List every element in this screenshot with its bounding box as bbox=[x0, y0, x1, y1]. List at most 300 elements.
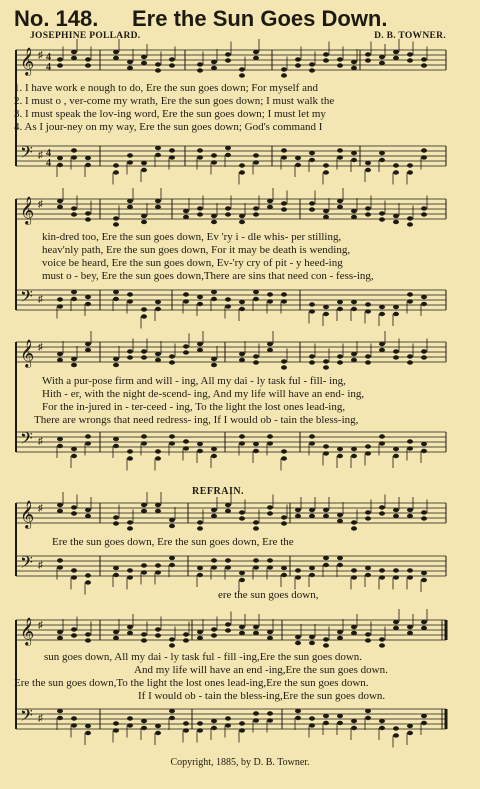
note-head bbox=[365, 566, 371, 570]
note-head bbox=[85, 731, 91, 735]
note-head bbox=[239, 300, 245, 304]
note-head bbox=[253, 558, 259, 562]
sharp-icon: ♯ bbox=[38, 342, 43, 353]
note-head bbox=[197, 212, 203, 216]
note-head bbox=[407, 163, 413, 167]
system-3-verse-2: Hith - er, with the night de-scend- ing, And my life will have an end- ing, bbox=[42, 388, 365, 400]
note-head bbox=[323, 714, 329, 718]
note-head bbox=[351, 151, 357, 155]
note-head bbox=[407, 514, 413, 518]
note-head bbox=[337, 63, 343, 67]
note-head bbox=[57, 437, 63, 441]
note-head bbox=[85, 434, 91, 438]
note-head bbox=[421, 442, 427, 446]
note-head bbox=[295, 568, 301, 572]
note-head bbox=[309, 514, 315, 518]
note-head bbox=[393, 170, 399, 174]
note-head bbox=[281, 73, 287, 77]
system-5-verse-1: sun goes down, All my dai - ly task ful - fill -ing,Ere the sun goes down. bbox=[44, 651, 363, 663]
hymn-number: No. 148. bbox=[14, 6, 99, 31]
note-head bbox=[71, 363, 77, 367]
note-head bbox=[295, 635, 301, 639]
note-head bbox=[337, 57, 343, 61]
note-head bbox=[337, 563, 343, 567]
note-head bbox=[407, 292, 413, 296]
note-head bbox=[295, 57, 301, 61]
note-head bbox=[407, 354, 413, 358]
note-head bbox=[239, 220, 245, 224]
note-head bbox=[295, 163, 301, 167]
note-head bbox=[155, 146, 161, 150]
note-head bbox=[337, 556, 343, 560]
note-head bbox=[211, 565, 217, 569]
note-head bbox=[71, 155, 77, 159]
note-head bbox=[141, 509, 147, 513]
note-head bbox=[337, 630, 343, 634]
note-head bbox=[113, 216, 119, 220]
note-head bbox=[309, 354, 315, 358]
note-head bbox=[351, 60, 357, 64]
note-head bbox=[183, 446, 189, 450]
hymn-title: Ere the Sun Goes Down. bbox=[132, 6, 388, 31]
note-head bbox=[155, 199, 161, 203]
note-head bbox=[323, 637, 329, 641]
note-head bbox=[337, 519, 343, 523]
note-head bbox=[85, 342, 91, 346]
note-head bbox=[169, 643, 175, 647]
note-head bbox=[169, 524, 175, 528]
note-head bbox=[379, 643, 385, 647]
note-head bbox=[57, 503, 63, 507]
sharp-icon: ♯ bbox=[38, 199, 43, 210]
note-head bbox=[309, 68, 315, 72]
note-head bbox=[155, 205, 161, 209]
note-head bbox=[337, 205, 343, 209]
note-head bbox=[141, 307, 147, 311]
note-head bbox=[113, 363, 119, 367]
time-signature: 4 bbox=[46, 158, 51, 169]
system-2-verse-1: kin-dred too, Ere the sun goes down, Ev 'ry i - dle whis- per stilling, bbox=[42, 231, 342, 243]
note-head bbox=[239, 631, 245, 635]
note-head bbox=[365, 716, 371, 720]
note-head bbox=[57, 163, 63, 167]
note-head bbox=[197, 721, 203, 725]
note-head bbox=[225, 297, 231, 301]
note-head bbox=[337, 148, 343, 152]
note-head bbox=[365, 58, 371, 62]
note-head bbox=[155, 503, 161, 507]
note-head bbox=[323, 444, 329, 448]
note-head bbox=[351, 209, 357, 213]
note-head bbox=[407, 508, 413, 512]
note-head bbox=[267, 511, 273, 515]
note-head bbox=[407, 216, 413, 220]
note-head bbox=[365, 309, 371, 313]
note-head bbox=[225, 558, 231, 562]
note-head bbox=[85, 632, 91, 636]
note-head bbox=[127, 60, 133, 64]
note-head bbox=[211, 363, 217, 367]
note-head bbox=[127, 160, 133, 164]
note-head bbox=[267, 558, 273, 562]
note-head bbox=[393, 447, 399, 451]
note-head bbox=[337, 714, 343, 718]
note-head bbox=[169, 155, 175, 159]
note-head bbox=[253, 711, 259, 715]
note-head bbox=[421, 626, 427, 630]
note-head bbox=[323, 359, 329, 363]
note-head bbox=[225, 716, 231, 720]
note-head bbox=[183, 632, 189, 636]
note-head bbox=[113, 297, 119, 301]
note-head bbox=[379, 719, 385, 723]
note-head bbox=[309, 158, 315, 162]
note-head bbox=[267, 299, 273, 303]
treble-clef-icon: 𝄞 bbox=[20, 500, 35, 528]
note-head bbox=[239, 307, 245, 311]
note-head bbox=[239, 73, 245, 77]
note-head bbox=[239, 571, 245, 575]
note-head bbox=[141, 55, 147, 59]
note-head bbox=[365, 161, 371, 165]
note-head bbox=[57, 709, 63, 713]
note-head bbox=[211, 447, 217, 451]
note-head bbox=[253, 360, 259, 364]
note-head bbox=[281, 573, 287, 577]
note-head bbox=[113, 56, 119, 60]
note-head bbox=[281, 515, 287, 519]
note-head bbox=[239, 67, 245, 71]
note-head bbox=[281, 201, 287, 205]
note-head bbox=[141, 214, 147, 218]
note-head bbox=[71, 633, 77, 637]
note-head bbox=[155, 352, 161, 356]
note-head bbox=[253, 212, 259, 216]
note-head bbox=[197, 302, 203, 306]
note-head bbox=[169, 434, 175, 438]
sharp-icon: ♯ bbox=[38, 150, 43, 161]
note-head bbox=[141, 441, 147, 445]
note-head bbox=[155, 307, 161, 311]
lyricist-credit: JOSEPHINE POLLARD. bbox=[30, 31, 141, 41]
note-head bbox=[421, 355, 427, 359]
note-head bbox=[323, 163, 329, 167]
note-head bbox=[323, 312, 329, 316]
note-head bbox=[183, 215, 189, 219]
note-head bbox=[127, 625, 133, 629]
note-head bbox=[225, 146, 231, 150]
note-head bbox=[197, 62, 203, 66]
note-head bbox=[309, 573, 315, 577]
note-head bbox=[379, 348, 385, 352]
note-head bbox=[281, 299, 287, 303]
note-head bbox=[323, 563, 329, 567]
note-head bbox=[393, 163, 399, 167]
bass-clef-icon: 𝄢 bbox=[20, 142, 33, 166]
system-2-verse-4: must o - bey, Ere the sun goes down,There are sins that need con - fess-ing, bbox=[42, 270, 374, 282]
note-head bbox=[323, 643, 329, 647]
note-head bbox=[183, 439, 189, 443]
note-head bbox=[253, 442, 259, 446]
note-head bbox=[253, 297, 259, 301]
system-1-verse-4: 4. As I jour-ney on my way, Ere the sun goes down; God's command I bbox=[14, 121, 323, 133]
note-head bbox=[197, 526, 203, 530]
note-head bbox=[225, 503, 231, 507]
system-2-verse-2: heav'nly path, Ere the sun goes down, For it may be death is wending, bbox=[42, 244, 351, 256]
note-head bbox=[169, 441, 175, 445]
sharp-icon: ♯ bbox=[38, 436, 43, 447]
note-head bbox=[197, 295, 203, 299]
note-head bbox=[379, 211, 385, 215]
note-head bbox=[225, 206, 231, 210]
note-head bbox=[211, 514, 217, 518]
note-head bbox=[309, 508, 315, 512]
note-head bbox=[379, 434, 385, 438]
note-head bbox=[57, 352, 63, 356]
note-head bbox=[71, 290, 77, 294]
note-head bbox=[57, 558, 63, 562]
note-head bbox=[71, 447, 77, 451]
note-head bbox=[351, 215, 357, 219]
note-head bbox=[211, 160, 217, 164]
note-head bbox=[155, 570, 161, 574]
note-head bbox=[169, 518, 175, 522]
note-head bbox=[85, 156, 91, 160]
note-head bbox=[407, 299, 413, 303]
note-head bbox=[337, 454, 343, 458]
note-head bbox=[267, 292, 273, 296]
note-head bbox=[239, 441, 245, 445]
note-head bbox=[239, 163, 245, 167]
note-head bbox=[253, 56, 259, 60]
note-head bbox=[393, 56, 399, 60]
note-head bbox=[57, 716, 63, 720]
note-head bbox=[407, 439, 413, 443]
sharp-icon: ♯ bbox=[38, 620, 43, 631]
note-head bbox=[211, 508, 217, 512]
note-head bbox=[393, 508, 399, 512]
note-head bbox=[393, 454, 399, 458]
note-head bbox=[309, 566, 315, 570]
note-head bbox=[365, 206, 371, 210]
note-head bbox=[393, 355, 399, 359]
note-head bbox=[225, 153, 231, 157]
note-head bbox=[57, 636, 63, 640]
note-head bbox=[295, 63, 301, 67]
note-head bbox=[309, 309, 315, 313]
note-head bbox=[421, 57, 427, 61]
note-head bbox=[393, 50, 399, 54]
note-head bbox=[197, 636, 203, 640]
note-head bbox=[253, 526, 259, 530]
note-head bbox=[141, 434, 147, 438]
note-head bbox=[127, 199, 133, 203]
note-head bbox=[127, 568, 133, 572]
note-head bbox=[351, 631, 357, 635]
note-head bbox=[365, 302, 371, 306]
note-head bbox=[113, 290, 119, 294]
note-head bbox=[71, 575, 77, 579]
note-head bbox=[407, 360, 413, 364]
note-head bbox=[225, 723, 231, 727]
note-head bbox=[141, 220, 147, 224]
note-head bbox=[267, 199, 273, 203]
note-head bbox=[421, 206, 427, 210]
note-head bbox=[407, 625, 413, 629]
note-head bbox=[253, 520, 259, 524]
note-head bbox=[309, 360, 315, 364]
note-head bbox=[113, 521, 119, 525]
note-head bbox=[351, 158, 357, 162]
note-head bbox=[113, 728, 119, 732]
note-head bbox=[365, 510, 371, 514]
note-head bbox=[225, 58, 231, 62]
note-head bbox=[71, 212, 77, 216]
refrain-treble-words: Ere the sun goes down, Ere the sun goes down, Ere the bbox=[52, 536, 294, 548]
note-head bbox=[393, 305, 399, 309]
system-5-verse-3: Ere the sun goes down,To the light the lost ones lead-ing,Ere the sun goes down. bbox=[14, 677, 369, 689]
treble-clef-icon: 𝄞 bbox=[20, 196, 35, 224]
note-head bbox=[365, 451, 371, 455]
system-1-verse-1: 1. I have work e nough to do, Ere the sun goes down; For myself and bbox=[14, 82, 318, 94]
note-head bbox=[323, 170, 329, 174]
note-head bbox=[295, 716, 301, 720]
note-head bbox=[127, 205, 133, 209]
treble-clef-icon: 𝄞 bbox=[20, 339, 35, 367]
note-head bbox=[141, 349, 147, 353]
note-head bbox=[351, 352, 357, 356]
note-head bbox=[253, 565, 259, 569]
note-head bbox=[155, 62, 161, 66]
sharp-icon: ♯ bbox=[38, 560, 43, 571]
note-head bbox=[239, 510, 245, 514]
note-head bbox=[351, 300, 357, 304]
note-head bbox=[253, 153, 259, 157]
note-head bbox=[85, 211, 91, 215]
note-head bbox=[253, 625, 259, 629]
note-head bbox=[421, 155, 427, 159]
note-head bbox=[393, 349, 399, 353]
note-head bbox=[393, 312, 399, 316]
note-head bbox=[57, 444, 63, 448]
note-head bbox=[197, 449, 203, 453]
note-head bbox=[197, 148, 203, 152]
note-head bbox=[169, 716, 175, 720]
note-head bbox=[407, 631, 413, 635]
time-signature: 4 bbox=[46, 62, 51, 73]
note-head bbox=[281, 155, 287, 159]
note-head bbox=[309, 151, 315, 155]
note-head bbox=[57, 509, 63, 513]
note-head bbox=[155, 563, 161, 567]
note-head bbox=[211, 357, 217, 361]
note-head bbox=[211, 220, 217, 224]
note-head bbox=[253, 290, 259, 294]
note-head bbox=[351, 447, 357, 451]
note-head bbox=[267, 205, 273, 209]
note-head bbox=[127, 355, 133, 359]
note-head bbox=[281, 456, 287, 460]
note-head bbox=[365, 444, 371, 448]
note-head bbox=[197, 520, 203, 524]
note-head bbox=[239, 358, 245, 362]
note-head bbox=[351, 625, 357, 629]
note-head bbox=[379, 726, 385, 730]
note-head bbox=[337, 155, 343, 159]
note-head bbox=[365, 573, 371, 577]
note-head bbox=[113, 163, 119, 167]
note-head bbox=[197, 68, 203, 72]
note-head bbox=[127, 716, 133, 720]
note-head bbox=[141, 61, 147, 65]
note-head bbox=[85, 63, 91, 67]
note-head bbox=[393, 726, 399, 730]
note-head bbox=[365, 168, 371, 172]
note-head bbox=[379, 151, 385, 155]
note-head bbox=[127, 526, 133, 530]
note-head bbox=[309, 641, 315, 645]
note-head bbox=[197, 442, 203, 446]
note-head bbox=[155, 300, 161, 304]
note-head bbox=[351, 719, 357, 723]
note-head bbox=[85, 217, 91, 221]
note-head bbox=[85, 580, 91, 584]
composer-credit: D. B. TOWNER. bbox=[374, 31, 446, 41]
note-head bbox=[57, 297, 63, 301]
note-head bbox=[365, 632, 371, 636]
note-head bbox=[211, 153, 217, 157]
note-head bbox=[169, 556, 175, 560]
note-head bbox=[71, 627, 77, 631]
note-head bbox=[225, 628, 231, 632]
note-head bbox=[379, 441, 385, 445]
note-head bbox=[113, 636, 119, 640]
system-1-verse-3: 3. I must speak the lov-ing word, Ere the sun goes down; I must let my bbox=[14, 108, 326, 120]
note-head bbox=[127, 631, 133, 635]
note-head bbox=[351, 526, 357, 530]
note-head bbox=[57, 205, 63, 209]
note-head bbox=[169, 57, 175, 61]
note-head bbox=[127, 292, 133, 296]
note-head bbox=[351, 726, 357, 730]
note-head bbox=[379, 575, 385, 579]
note-head bbox=[379, 312, 385, 316]
note-head bbox=[85, 638, 91, 642]
note-head bbox=[309, 207, 315, 211]
note-head bbox=[141, 719, 147, 723]
note-head bbox=[183, 292, 189, 296]
note-head bbox=[253, 50, 259, 54]
note-head bbox=[71, 454, 77, 458]
note-head bbox=[155, 731, 161, 735]
note-head bbox=[169, 360, 175, 364]
note-head bbox=[183, 209, 189, 213]
note-head bbox=[57, 63, 63, 67]
note-head bbox=[127, 456, 133, 460]
note-head bbox=[281, 292, 287, 296]
note-head bbox=[379, 342, 385, 346]
note-head bbox=[71, 723, 77, 727]
note-head bbox=[211, 454, 217, 458]
note-head bbox=[323, 508, 329, 512]
note-head bbox=[295, 709, 301, 713]
note-head bbox=[113, 357, 119, 361]
note-head bbox=[421, 302, 427, 306]
note-head bbox=[379, 61, 385, 65]
note-head bbox=[351, 66, 357, 70]
note-head bbox=[211, 719, 217, 723]
note-head bbox=[323, 305, 329, 309]
